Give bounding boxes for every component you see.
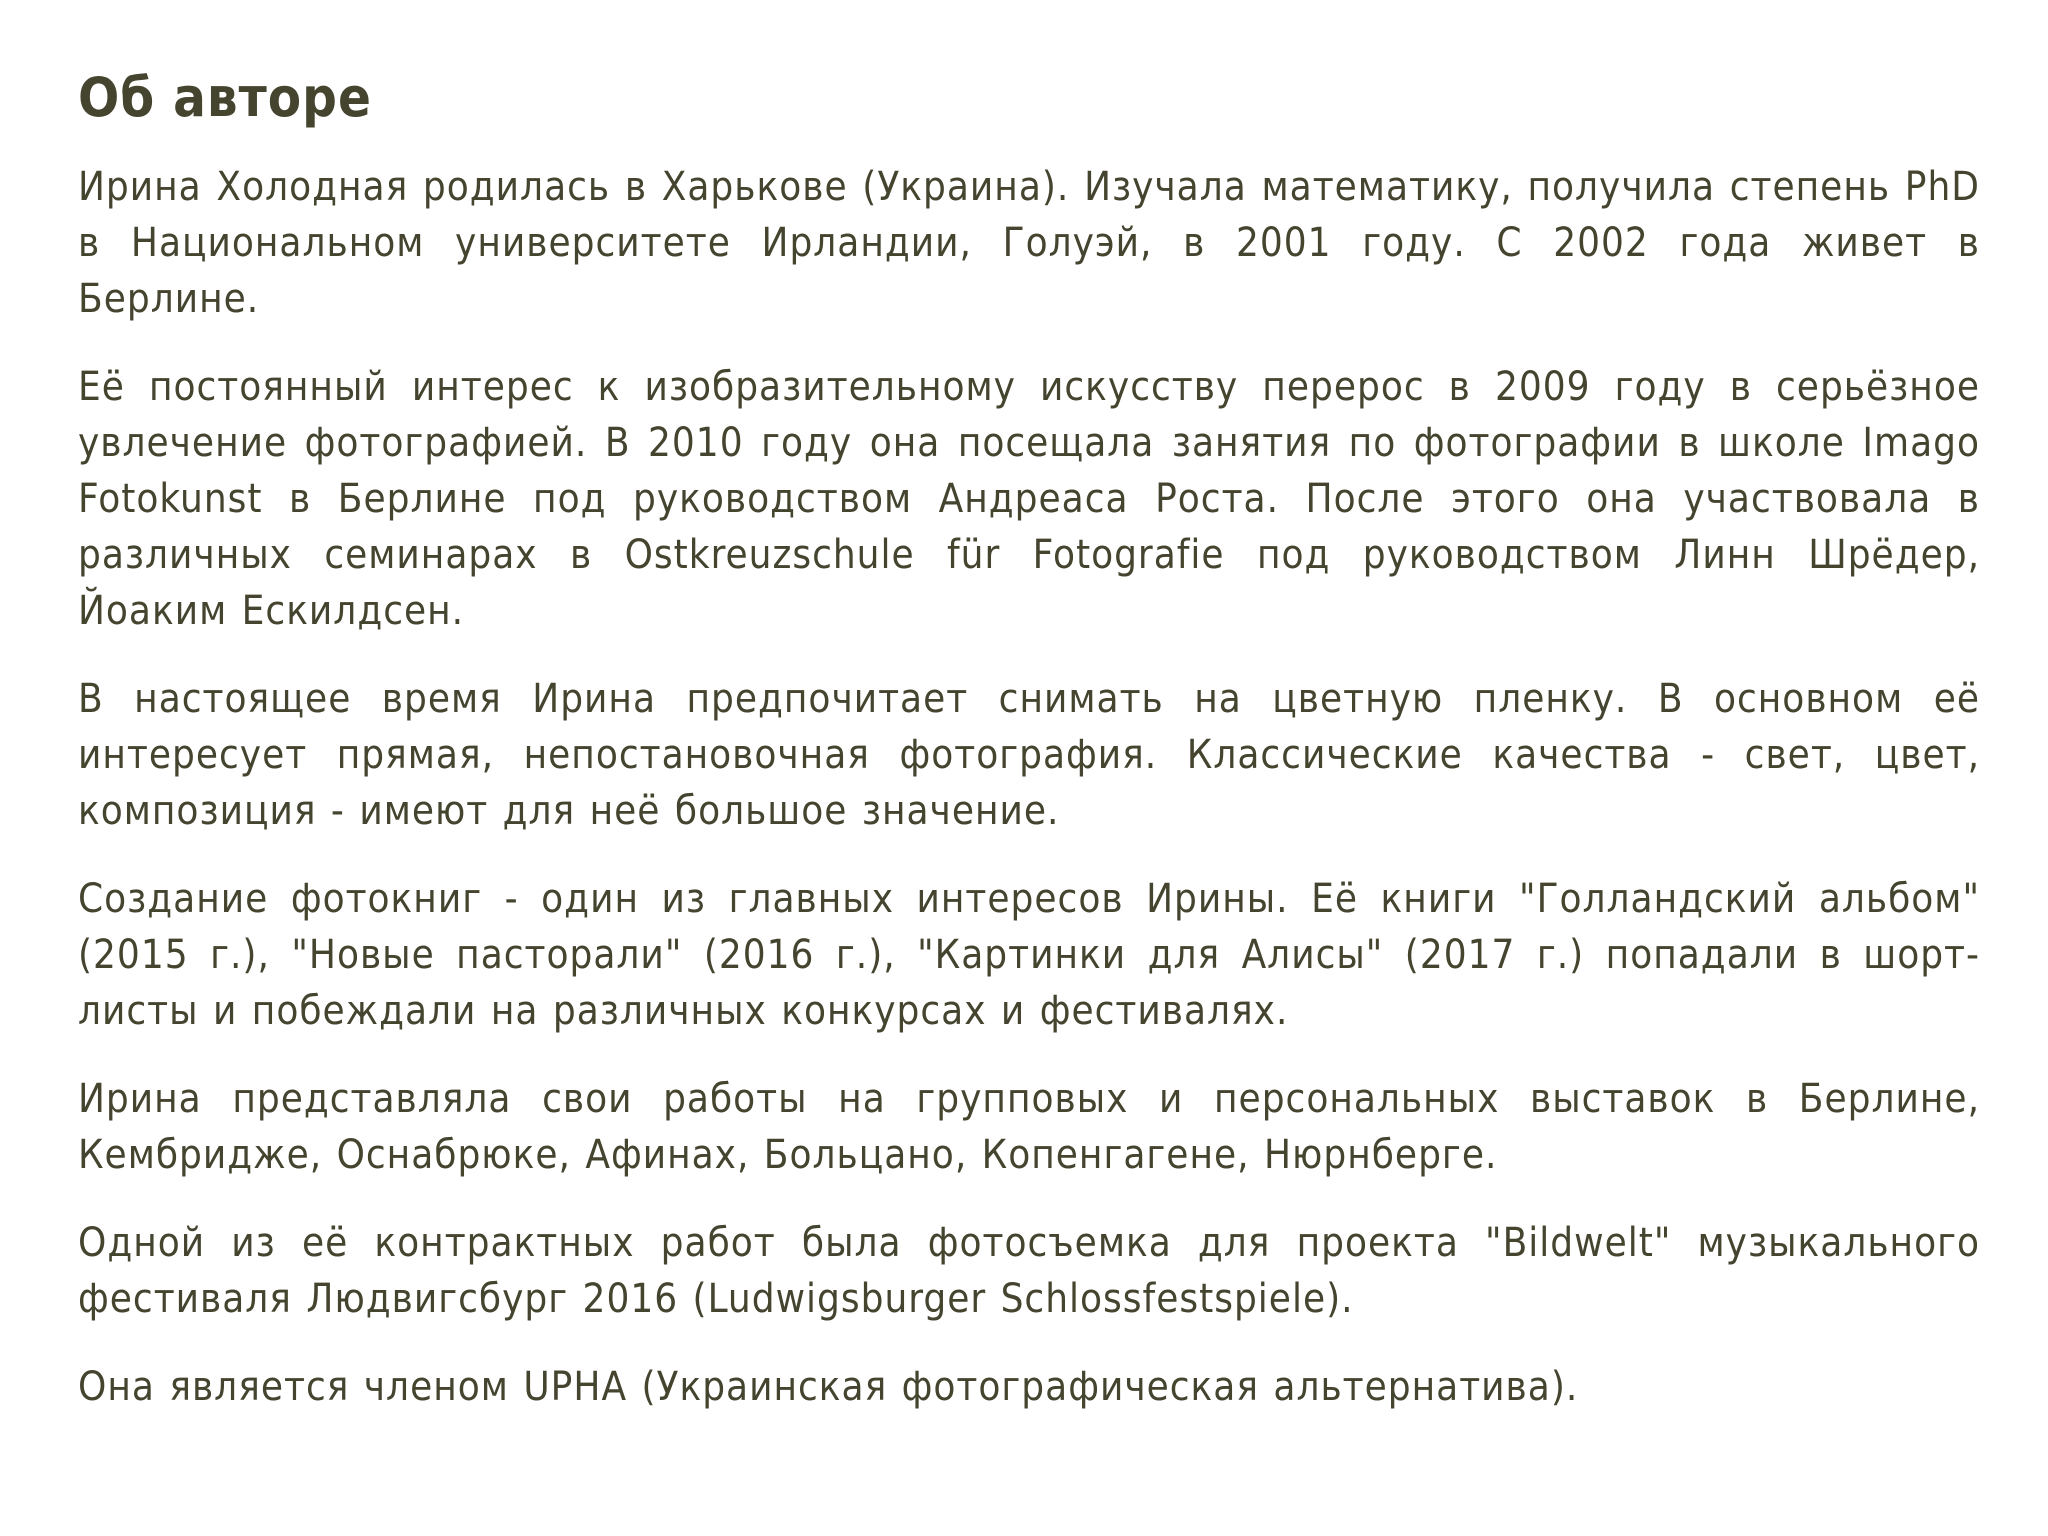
bio-paragraph-3: В настоящее время Ирина предпочитает снимать на цветную пленку. В основном её интересует прямая, непостановочная фотография. Классические качества - свет, цвет, композиция - имеют для неё большое значение. xyxy=(78,675,1980,834)
bio-paragraph-4: Создание фотокниг - один из главных интересов Ирины. Её книги "Голландский альбом" (2015 г.), "Новые пасторали" (2016 г.), "Картинки для Алисы" (2017 г.) попадали в шорт-листы и побеждали на различных конкурсах и фестивалях. xyxy=(78,875,1980,1034)
bio-paragraph-7: Она является членом UPHA (Украинская фотографическая альтернатива). xyxy=(78,1363,1579,1410)
bio-paragraph-2: Её постоянный интерес к изобразительному искусству перерос в 2009 году в серьёзное увлечение фотографией. В 2010 году она посещала занятия по фотографии в школе Imago Fotokunst в Берлине под руководством Андреаса Роста. После этого она участвовала в различных семинарах в Ostkreuzschule für Fotografie под руководством Линн Шрёдер, Йоаким Ескилдсен. xyxy=(78,363,1980,634)
bio-paragraph-6: Одной из её контрактных работ была фотосъемка для проекта "Bildwelt" музыкального фестиваля Людвигсбург 2016 (Ludwigsburger Schlossfestspiele). xyxy=(78,1219,1980,1322)
about-author-section xyxy=(78,66,1980,1447)
bio-paragraph-5: Ирина представляла свои работы на групповых и персональных выставок в Берлине, Кембридже, Оснабрюке, Афинах, Больцано, Копенгагене, Нюрнберге. xyxy=(78,1075,1980,1178)
bio-paragraph-1: Ирина Холодная родилась в Харькове (Украина). Изучала математику, получила степень PhD в Национальном университете Ирландии, Голуэй, в 2001 году. С 2002 года живет в Берлине. xyxy=(78,163,1980,322)
page-title: Об авторе xyxy=(78,66,372,129)
